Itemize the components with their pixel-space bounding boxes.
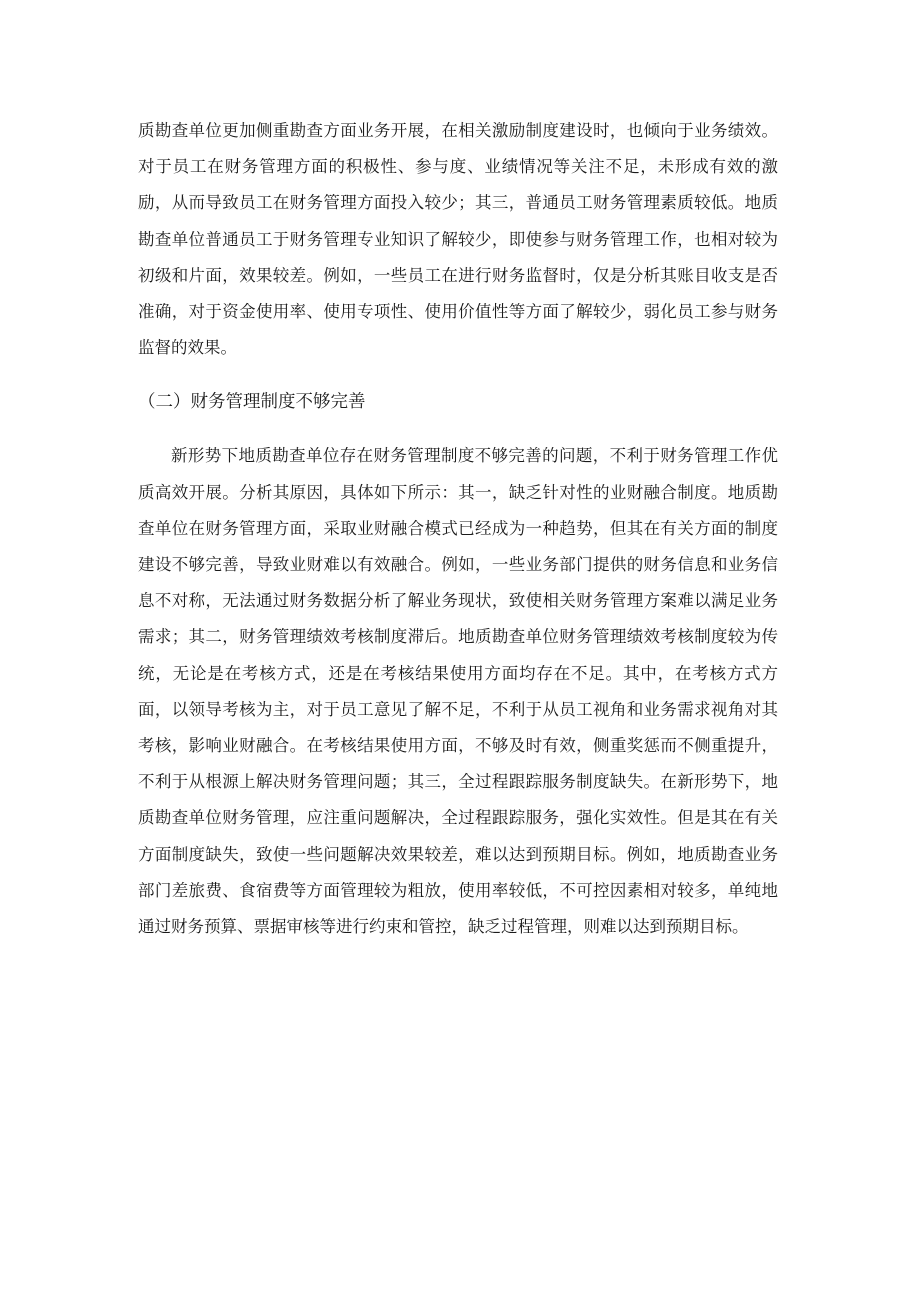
document-body bbox=[138, 113, 778, 945]
body-paragraph-continued: 质勘查单位更加侧重勘查方面业务开展，在相关激励制度建设时，也倾向于业务绩效。对于员工在财务管理方面的积极性、参与度、业绩情况等关注不足，未形成有效的激励，从而导致员工在财务管理方面投入较少；其三，普通员工财务管理素质较低。地质勘查单位普通员工于财务管理专业知识了解较少，即使参与财务管理工作，也相对较为初级和片面，效果较差。例如，一些员工在进行财务监督时，仅是分析其账目收支是否准确，对于资金使用率、使用专项性、使用价值性等方面了解较少，弱化员工参与财务监督的效果。 bbox=[138, 121, 778, 358]
body-paragraph: 新形势下地质勘查单位存在财务管理制度不够完善的问题，不利于财务管理工作优质高效开展。分析其原因，具体如下所示：其一，缺乏针对性的业财融合制度。地质勘查单位在财务管理方面，采取业财融合模式已经成为一种趋势，但其在有关方面的制度建设不够完善，导致业财难以有效融合。例如，一些业务部门提供的财务信息和业务信息不对称，无法通过财务数据分析了解业务现状，致使相关财务管理方案难以满足业务需求；其二，财务管理绩效考核制度滞后。地质勘查单位财务管理绩效考核制度较为传统，无论是在考核方式，还是在考核结果使用方面均存在不足。其中，在考核方式方面，以领导考核为主，对于员工意见了解不足，不利于从员工视角和业务需求视角对其考核，影响业财融合。在考核结果使用方面，不够及时有效，侧重奖惩而不侧重提升，不利于从根源上解决财务管理问题；其三，全过程跟踪服务制度缺失。在新形势下，地质勘查单位财务管理，应注重问题解决，全过程跟踪服务，强化实效性。但是其在有关方面制度缺失，致使一些问题解决效果较差，难以达到预期目标。例如，地质勘查业务部门差旅费、食宿费等方面管理较为粗放，使用率较低，不可控因素相对较多，单纯地通过财务预算、票据审核等进行约束和管控，缺乏过程管理，则难以达到预期目标。 bbox=[138, 446, 778, 937]
section-heading: （二）财务管理制度不够完善 bbox=[138, 392, 366, 413]
